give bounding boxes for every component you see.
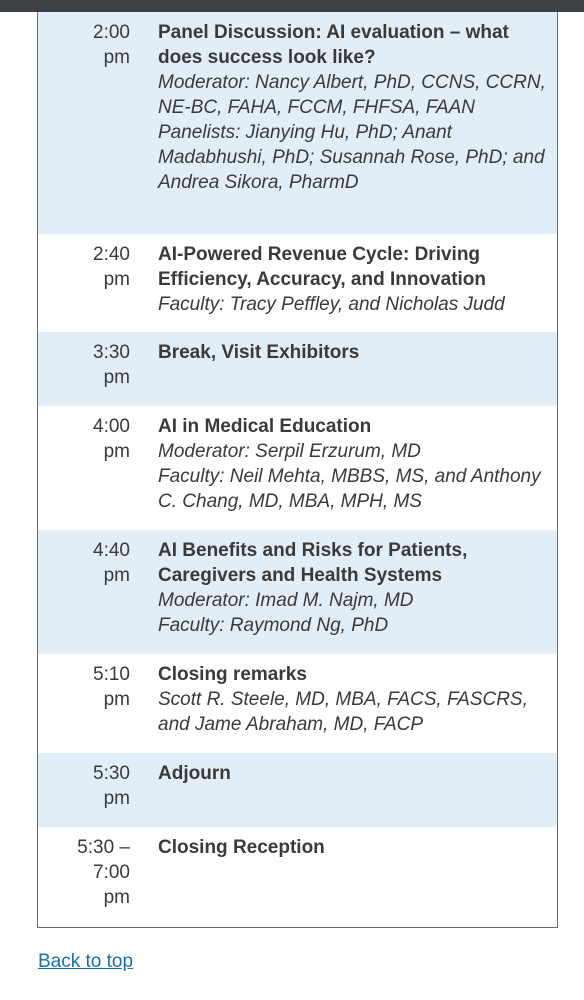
time-start: 4:00 [93,416,130,437]
session-details [158,761,553,786]
session-time [38,827,130,927]
time-period: pm [103,689,130,710]
agenda-row [38,753,557,827]
time-start: 4:40 [93,540,130,561]
session-title: Break, Visit Exhibitors [158,342,360,363]
time-start: 2:40 [93,244,130,265]
session-title: Panel Discussion: AI evaluation – what does success look like? [158,22,509,68]
time-start: 5:30 [93,763,130,784]
agenda-row [38,654,557,753]
session-faculty: Faculty: Tracy Peffley, and Nicholas Judd [158,294,505,315]
session-details [158,662,553,737]
time-period: pm [103,367,130,388]
back-to-top-link[interactable]: Back to top [38,951,134,972]
session-details [158,414,553,514]
session-time [38,530,130,654]
session-faculty: Faculty: Raymond Ng, PhD [158,615,389,636]
session-details [158,340,553,365]
time-start: 3:30 [93,342,130,363]
time-start: 5:30 – [77,837,130,858]
session-faculty: Faculty: Neil Mehta, MBBS, MS, and Anthony C. Chang, MD, MBA, MPH, MS [158,466,541,512]
session-title: Adjourn [158,763,231,784]
session-details [158,538,553,638]
session-moderator: Moderator: Nancy Albert, PhD, CCNS, CCRN, NE-BC, FAHA, FCCM, FHFSA, FAAN [158,72,546,118]
session-title: Closing Reception [158,837,325,858]
agenda-row [38,827,557,927]
session-time [38,332,130,406]
time-period: pm [103,565,130,586]
session-time [38,406,130,530]
session-title: Closing remarks [158,664,307,685]
time-period: pm [103,47,130,68]
time-period: pm [103,788,130,809]
session-time [38,12,130,234]
session-details [158,835,553,860]
agenda-table [37,12,558,928]
session-time [38,753,130,827]
top-bar [0,0,584,12]
session-title: AI Benefits and Risks for Patients, Caregivers and Health Systems [158,540,468,586]
agenda-row [38,12,557,234]
session-title: AI in Medical Education [158,416,372,437]
time-start: 2:00 [93,22,130,43]
time-end: 7:00 [93,862,130,883]
session-time [38,654,130,753]
session-panelists: Panelists: Jianying Hu, PhD; Anant Madabhushi, PhD; Susannah Rose, PhD; and Andrea Sikora, PharmD [158,122,545,193]
time-period: pm [103,887,130,908]
time-start: 5:10 [93,664,130,685]
agenda-row [38,530,557,654]
session-speakers: Scott R. Steele, MD, MBA, FACS, FASCRS, and Jame Abraham, MD, FACP [158,689,528,735]
session-time [38,234,130,332]
session-moderator: Moderator: Serpil Erzurum, MD [158,441,421,462]
session-details [158,20,553,195]
session-title: AI-Powered Revenue Cycle: Driving Efficiency, Accuracy, and Innovation [158,244,487,290]
agenda-row [38,332,557,406]
session-moderator: Moderator: Imad M. Najm, MD [158,590,414,611]
session-details [158,242,553,317]
agenda-row [38,234,557,332]
time-period: pm [103,441,130,462]
time-period: pm [103,269,130,290]
agenda-row [38,406,557,530]
